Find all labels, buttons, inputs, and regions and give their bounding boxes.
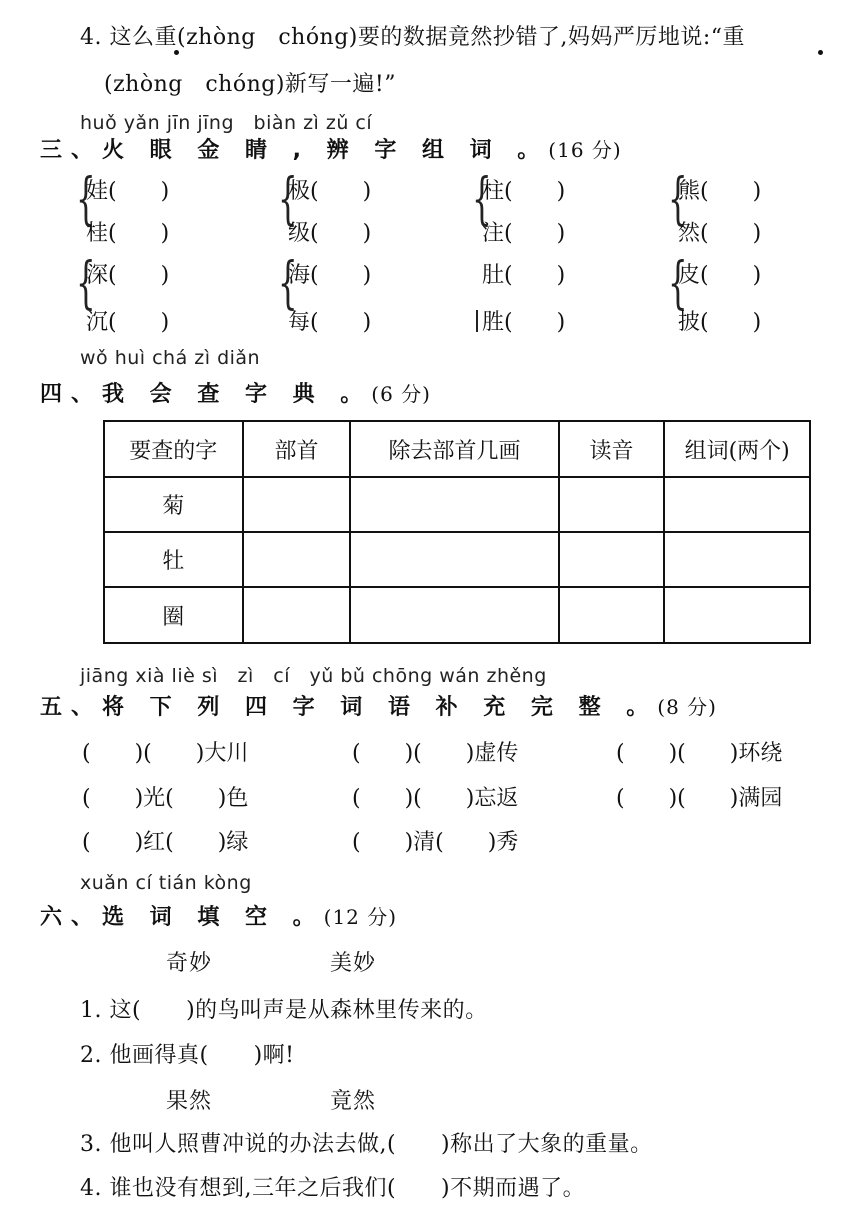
section-6-title: 六、选 词 填 空 。 (40, 905, 324, 930)
section-5-title: 五、将 下 列 四 字 词 语 补 充 完 整 。 (40, 695, 658, 720)
table-cell[interactable] (243, 587, 351, 643)
table-row (104, 532, 810, 587)
section-3-title: 三、火 眼 金 睛 , 辨 字 组 词 。 (40, 138, 549, 163)
idiom-item[interactable]: ( )红( )绿 (82, 830, 249, 855)
brace-icon: { (668, 167, 688, 232)
word-pair-item[interactable]: 肚( ) (482, 263, 566, 288)
section-5-score: (8 分) (657, 695, 717, 719)
table-header: 读音 (559, 421, 665, 477)
idiom-item[interactable]: ( )( )满园 (616, 786, 783, 811)
idiom-item[interactable]: ( )( )虚传 (352, 741, 519, 766)
word-choice: 果然 (166, 1089, 213, 1114)
table-header-row (104, 421, 810, 477)
dictionary-table (103, 420, 811, 644)
word-pair-item[interactable]: 海( ) (288, 263, 372, 288)
table-char: 菊 (104, 477, 243, 532)
word-pair-item[interactable]: 然( ) (678, 221, 762, 246)
table-row (104, 477, 810, 532)
word-pair-item[interactable]: 极( ) (288, 179, 372, 204)
question-4-line-2: (zhòng chóng)新写一遍!” (104, 72, 396, 97)
word-pair-item[interactable]: 胜( ) (482, 310, 566, 335)
idiom-item[interactable]: ( )( )大川 (82, 741, 249, 766)
table-cell[interactable] (350, 587, 558, 643)
word-pair-item[interactable]: 注( ) (482, 221, 566, 246)
table-header: 除去部首几画 (350, 421, 558, 477)
table-cell[interactable] (664, 532, 810, 587)
fill-sentence[interactable]: 2. 他画得真( )啊! (80, 1043, 295, 1068)
brace-icon: { (278, 251, 298, 316)
word-pair-item[interactable]: 熊( ) (678, 179, 762, 204)
word-pair-item[interactable]: 深( ) (86, 263, 170, 288)
emphasis-dot (174, 50, 179, 55)
table-cell[interactable] (664, 477, 810, 532)
brace-icon: { (278, 167, 298, 232)
section-3-pinyin: huǒ yǎn jīn jīng biàn zì zǔ cí (80, 112, 373, 134)
fill-sentence[interactable]: 3. 他叫人照曹冲说的办法去做,( )称出了大象的重量。 (80, 1132, 653, 1157)
question-4-line-1: 4. 这么重(zhòng chóng)要的数据竟然抄错了,妈妈严厉地说:“重 (80, 25, 746, 50)
section-4-pinyin: wǒ huì chá zì diǎn (80, 347, 261, 369)
section-6-pinyin: xuǎn cí tián kòng (80, 872, 252, 894)
brace-icon: { (668, 251, 688, 316)
word-pair-item[interactable]: 级( ) (288, 221, 372, 246)
table-row (104, 587, 810, 643)
word-pair-item[interactable]: 娃( ) (86, 179, 170, 204)
brace-icon: { (76, 251, 96, 316)
idiom-item[interactable]: ( )光( )色 (82, 786, 249, 811)
table-header: 部首 (243, 421, 351, 477)
table-cell[interactable] (243, 532, 351, 587)
word-pair-item[interactable]: 桂( ) (86, 221, 170, 246)
idiom-item[interactable]: ( )( )忘返 (352, 786, 519, 811)
table-cell[interactable] (559, 532, 665, 587)
table-char: 圈 (104, 587, 243, 643)
word-choice: 美妙 (330, 951, 377, 976)
section-3-heading (40, 133, 622, 164)
section-3-score: (16 分) (548, 138, 622, 162)
section-4-title: 四、我 会 查 字 典 。 (40, 382, 372, 407)
section-4-heading (40, 377, 431, 408)
table-cell[interactable] (243, 477, 351, 532)
word-pair-item[interactable]: 沉( ) (86, 310, 170, 335)
fill-sentence[interactable]: 1. 这( )的鸟叫声是从森林里传来的。 (80, 998, 488, 1023)
brace-icon: { (472, 167, 492, 232)
section-6-heading (40, 900, 397, 931)
word-pair-item[interactable]: 皮( ) (678, 263, 762, 288)
table-header: 要查的字 (104, 421, 243, 477)
brace-fragment (476, 310, 478, 332)
section-5-pinyin: jiāng xià liè sì zì cí yǔ bǔ chōng wán zhěng (80, 665, 547, 687)
table-cell[interactable] (664, 587, 810, 643)
section-6-score: (12 分) (323, 905, 398, 929)
table-cell[interactable] (559, 587, 665, 643)
word-pair-item[interactable]: 每( ) (288, 310, 372, 335)
word-choice: 竟然 (330, 1089, 377, 1114)
section-4-score: (6 分) (371, 382, 431, 406)
word-pair-item[interactable]: 披( ) (678, 310, 762, 335)
table-cell[interactable] (350, 477, 558, 532)
idiom-item[interactable]: ( )清( )秀 (352, 830, 519, 855)
table-header: 组词(两个) (664, 421, 810, 477)
word-choice: 奇妙 (166, 951, 213, 976)
brace-icon: { (76, 167, 96, 232)
fill-sentence[interactable]: 4. 谁也没有想到,三年之后我们( )不期而遇了。 (80, 1176, 586, 1201)
word-pair-item[interactable]: 柱( ) (482, 179, 566, 204)
table-char: 牡 (104, 532, 243, 587)
section-5-heading (40, 690, 717, 721)
table-cell[interactable] (350, 532, 558, 587)
emphasis-dot (818, 50, 823, 55)
idiom-item[interactable]: ( )( )环绕 (616, 741, 783, 766)
table-cell[interactable] (559, 477, 665, 532)
